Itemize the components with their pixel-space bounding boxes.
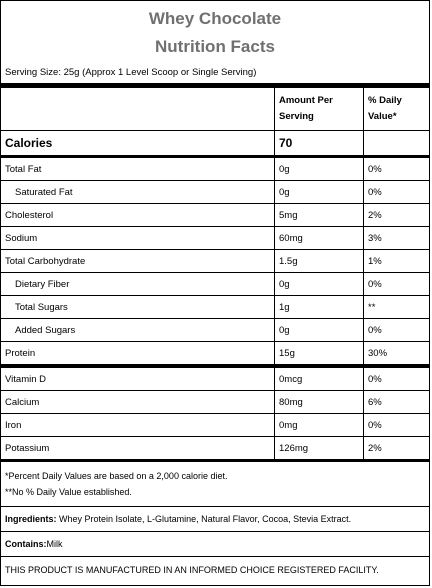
- table-row: [1, 319, 429, 342]
- nutrition-facts-heading: Nutrition Facts: [155, 37, 275, 56]
- calories-dv: [364, 131, 430, 157]
- table-row: [1, 273, 429, 296]
- nutrient-label: Added Sugars: [1, 319, 275, 342]
- nutrient-dv: 0%: [364, 181, 430, 204]
- nutrient-amount: 0g: [275, 273, 364, 296]
- product-name: Whey Chocolate: [148, 9, 282, 28]
- table-row: [1, 366, 429, 391]
- nutrient-label: Total Fat: [1, 157, 275, 181]
- ingredients-label: Ingredients:: [5, 514, 57, 524]
- nutrient-label: Calcium: [1, 391, 275, 414]
- table-row: [1, 296, 429, 319]
- nutrient-amount: 5mg: [275, 204, 364, 227]
- nutrient-amount: 1.5g: [275, 250, 364, 273]
- nutrient-label: Total Sugars: [1, 296, 275, 319]
- table-row: [1, 342, 429, 367]
- table-header-row: [1, 88, 429, 131]
- contains-label: Contains:: [5, 539, 47, 549]
- nutrient-amount: 0g: [275, 181, 364, 204]
- nutrient-label: Dietary Fiber: [1, 273, 275, 296]
- nutrient-dv: 0%: [364, 366, 430, 391]
- footnotes: [1, 462, 429, 507]
- table-row: [1, 391, 429, 414]
- nutrient-label: Potassium: [1, 437, 275, 461]
- calories-row: [1, 131, 429, 157]
- nutrient-dv: 1%: [364, 250, 430, 273]
- table-row: [1, 437, 429, 461]
- header-daily-value: % Daily Value*: [364, 88, 430, 131]
- nutrient-label: Cholesterol: [1, 204, 275, 227]
- footnote-daily-values: *Percent Daily Values are based on a 2,000 calorie diet.: [5, 471, 228, 481]
- nutrient-amount: 1g: [275, 296, 364, 319]
- nutrient-dv: 3%: [364, 227, 430, 250]
- nutrient-label: Vitamin D: [1, 366, 275, 391]
- nutrient-dv: 6%: [364, 391, 430, 414]
- calories-label: Calories: [1, 131, 275, 157]
- nutrient-label: Protein: [1, 342, 275, 367]
- nutrient-amount: 126mg: [275, 437, 364, 461]
- nutrition-table: [1, 88, 429, 462]
- table-row: [1, 204, 429, 227]
- contains-text: Milk: [46, 539, 63, 549]
- nutrient-dv: 2%: [364, 204, 430, 227]
- ingredients-section: [1, 507, 429, 532]
- nutrient-amount: 0g: [275, 319, 364, 342]
- nutrient-dv: 0%: [364, 414, 430, 437]
- nutrient-amount: 15g: [275, 342, 364, 367]
- nutrient-amount: 60mg: [275, 227, 364, 250]
- table-row: [1, 181, 429, 204]
- table-row: [1, 250, 429, 273]
- nutrient-label: Saturated Fat: [1, 181, 275, 204]
- nutrient-dv: 2%: [364, 437, 430, 461]
- nutrient-dv: 30%: [364, 342, 430, 367]
- label-title: [1, 1, 429, 61]
- nutrient-label: Sodium: [1, 227, 275, 250]
- nutrient-dv: **: [364, 296, 430, 319]
- nutrient-amount: 0g: [275, 157, 364, 181]
- nutrient-label: Total Carbohydrate: [1, 250, 275, 273]
- header-amount: Amount Per Serving: [275, 88, 364, 131]
- calories-value: 70: [275, 131, 364, 157]
- nutrient-dv: 0%: [364, 319, 430, 342]
- nutrient-amount: 0mg: [275, 414, 364, 437]
- nutrient-amount: 80mg: [275, 391, 364, 414]
- allergen-section: [1, 532, 429, 557]
- nutrient-dv: 0%: [364, 157, 430, 181]
- nutrient-amount: 0mcg: [275, 366, 364, 391]
- table-row: [1, 414, 429, 437]
- header-blank: [1, 88, 275, 131]
- table-row: [1, 157, 429, 181]
- nutrient-label: Iron: [1, 414, 275, 437]
- manufacturing-statement: THIS PRODUCT IS MANUFACTURED IN AN INFORMED CHOICE REGISTERED FACILITY.: [5, 565, 379, 575]
- table-row: [1, 227, 429, 250]
- ingredients-text: Whey Protein Isolate, L-Glutamine, Natural Flavor, Cocoa, Stevia Extract.: [56, 514, 352, 524]
- footnote-no-dv: **No % Daily Value established.: [5, 487, 132, 497]
- nutrient-dv: 0%: [364, 273, 430, 296]
- serving-size: Serving Size: 25g (Approx 1 Level Scoop or Single Serving): [1, 61, 429, 88]
